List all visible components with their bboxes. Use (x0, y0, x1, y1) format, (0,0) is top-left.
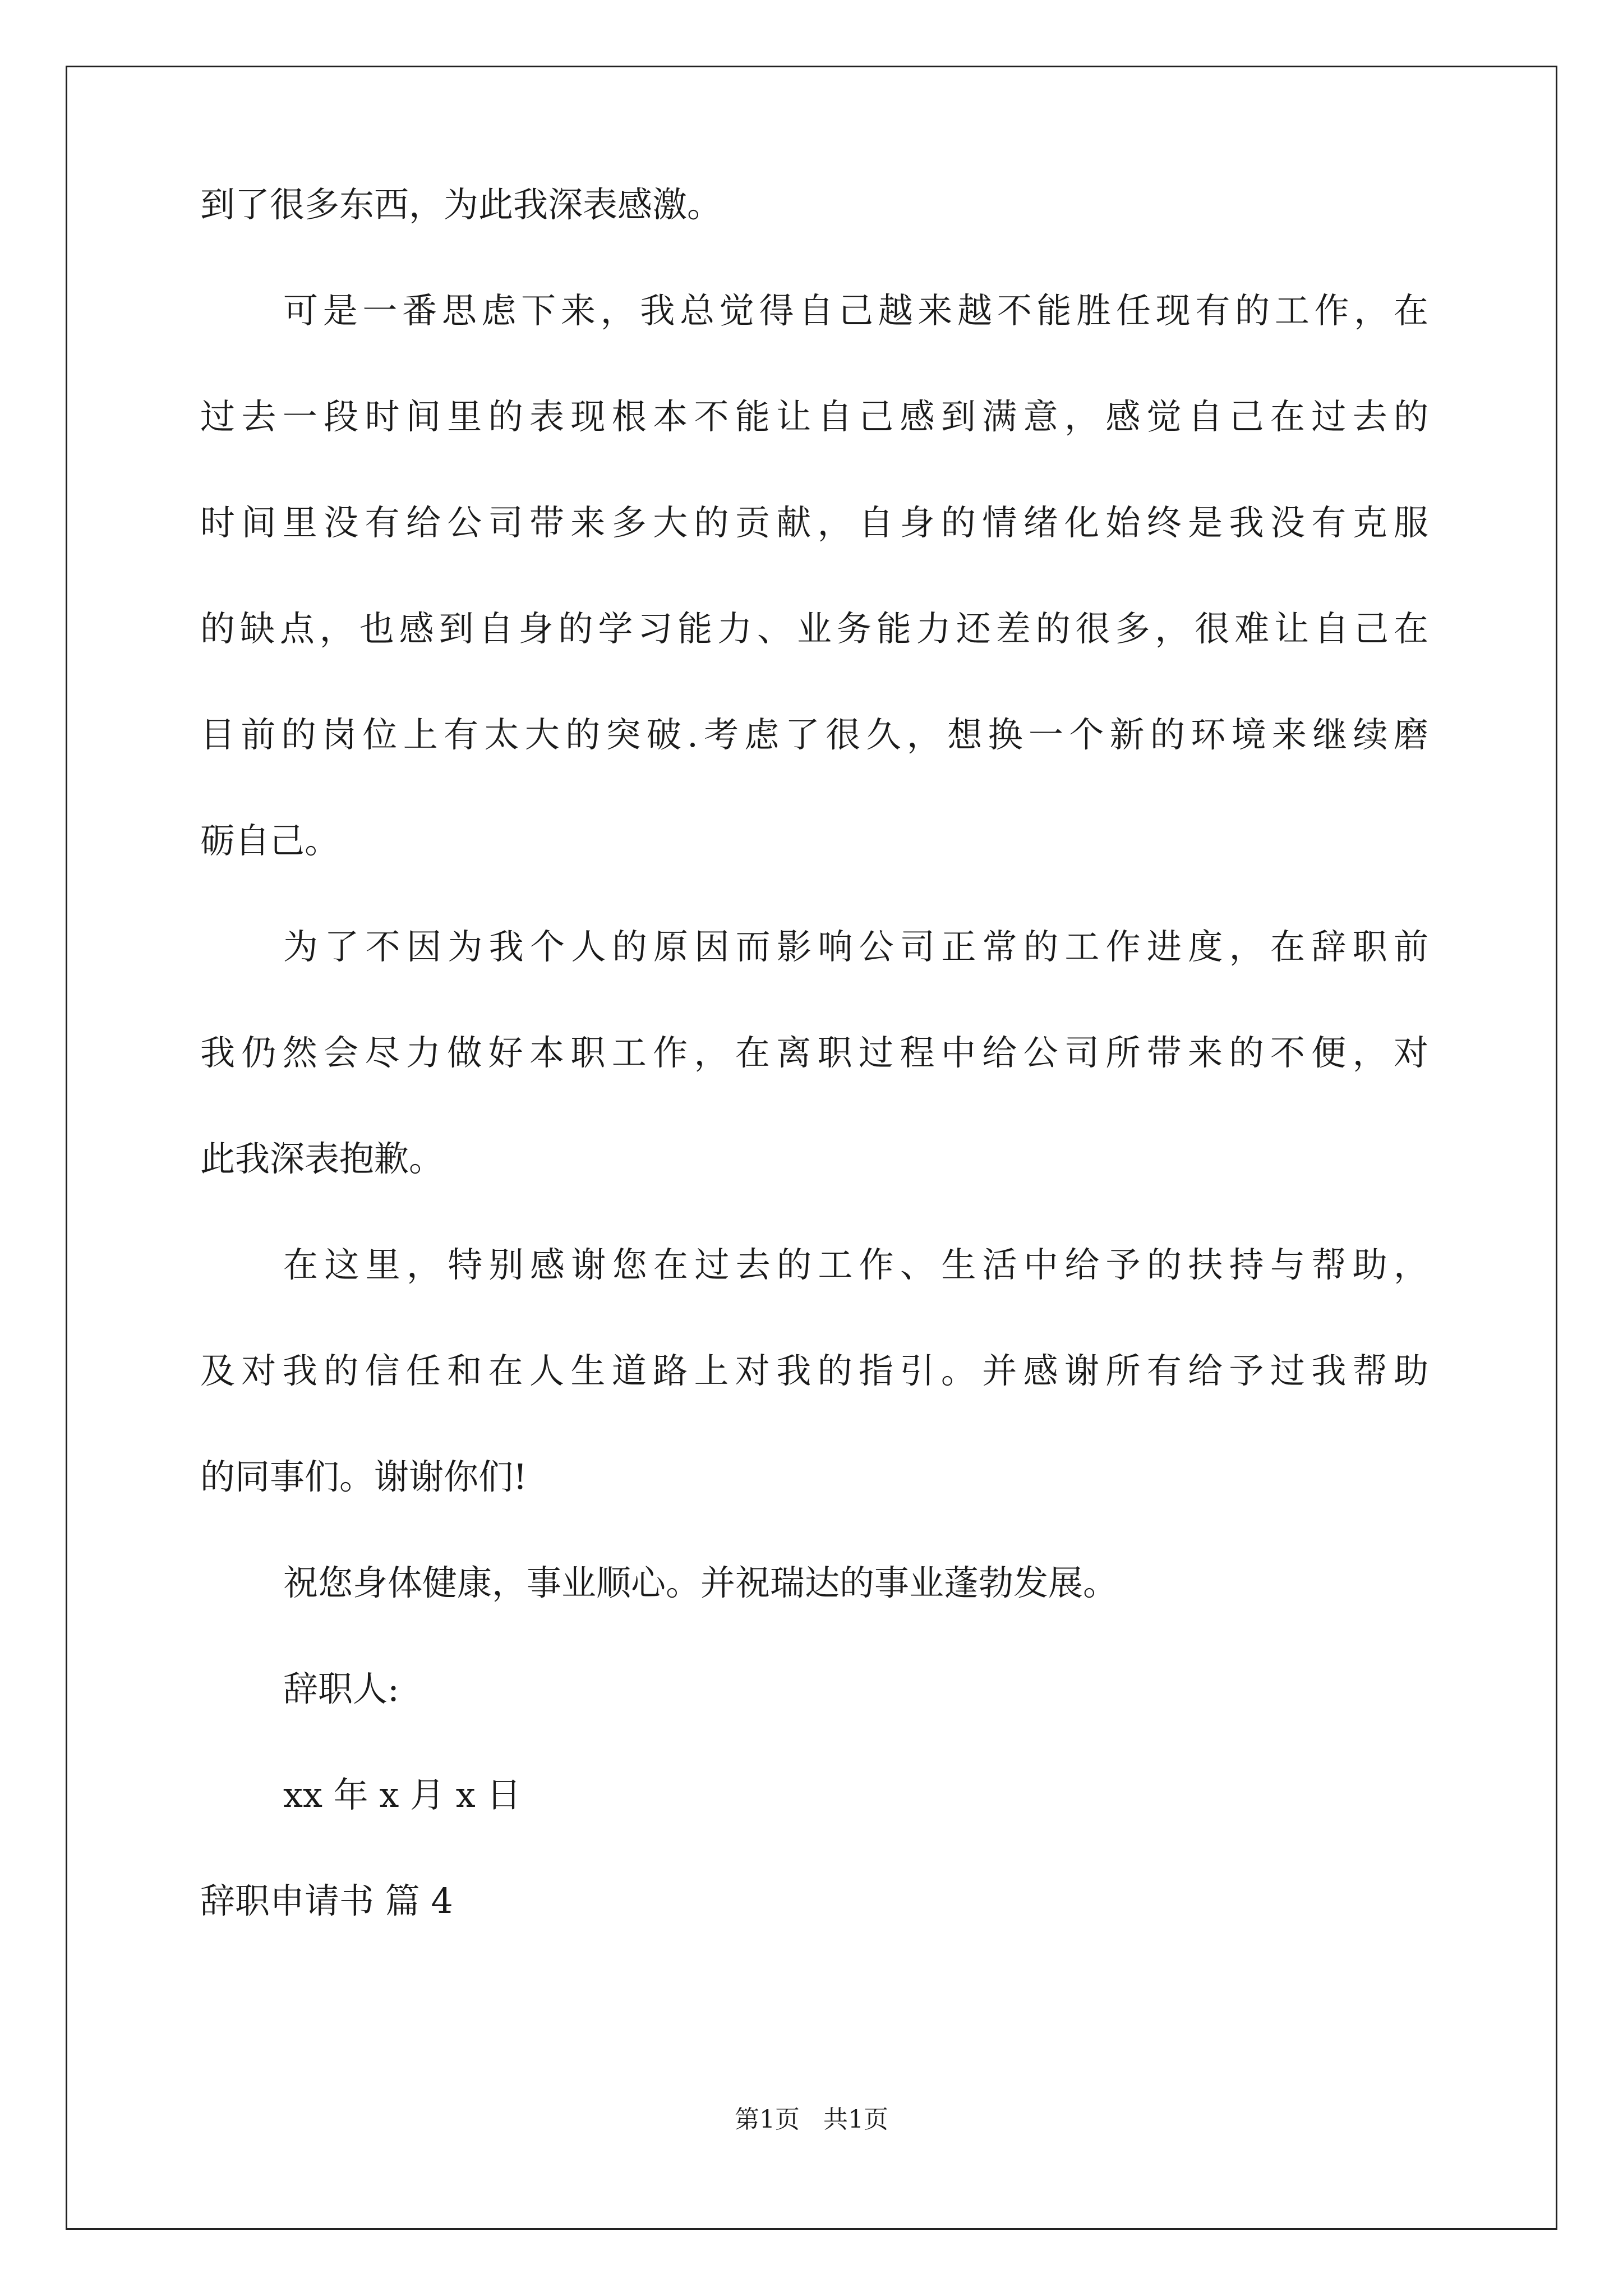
text-line-2: 可是一番思虑下来，我总觉得自己越来越不能胜任现有的工作，在 (283, 290, 1428, 331)
text-line-12: 及对我的信任和在人生道路上对我的指引。并感谢所有给予过我帮助 (200, 1350, 1428, 1391)
text-line-14: 祝您身体健康，事业顺心。并祝瑞达的事业蓬勃发展。 (283, 1562, 1118, 1603)
page-number-current: 第1页 (735, 2105, 800, 2134)
text-line-10: 此我深表抱歉。 (200, 1138, 444, 1179)
text-line-13: 的同事们。谢谢你们! (200, 1456, 527, 1497)
signature-label: 辞职人: (283, 1668, 399, 1709)
document-body (200, 184, 1428, 1990)
date-line: xx 年 x 月 x 日 (283, 1774, 522, 1815)
text-line-6: 目前的岗位上有太大的突破.考虑了很久，想换一个新的环境来继续磨 (200, 714, 1428, 755)
text-line-3: 过去一段时间里的表现根本不能让自己感到满意，感觉自己在过去的 (200, 396, 1428, 437)
text-line-9: 我仍然会尽力做好本职工作，在离职过程中给公司所带来的不便，对 (200, 1032, 1428, 1073)
text-line-5: 的缺点，也感到自身的学习能力、业务能力还差的很多，很难让自己在 (200, 608, 1428, 649)
text-line-1: 到了很多东西，为此我深表感激。 (200, 184, 722, 225)
text-line-7: 砺自己。 (200, 820, 340, 861)
text-line-11: 在这里，特别感谢您在过去的工作、生活中给予的扶持与帮助， (283, 1244, 1428, 1285)
page-number-total: 共1页 (823, 2105, 888, 2134)
text-line-4: 时间里没有给公司带来多大的贡献，自身的情绪化始终是我没有克服 (200, 502, 1428, 543)
text-line-8: 为了不因为我个人的原因而影响公司正常的工作进度，在辞职前 (283, 926, 1428, 967)
section-heading: 辞职申请书 篇 4 (200, 1880, 453, 1921)
page-footer (0, 2105, 1623, 2134)
